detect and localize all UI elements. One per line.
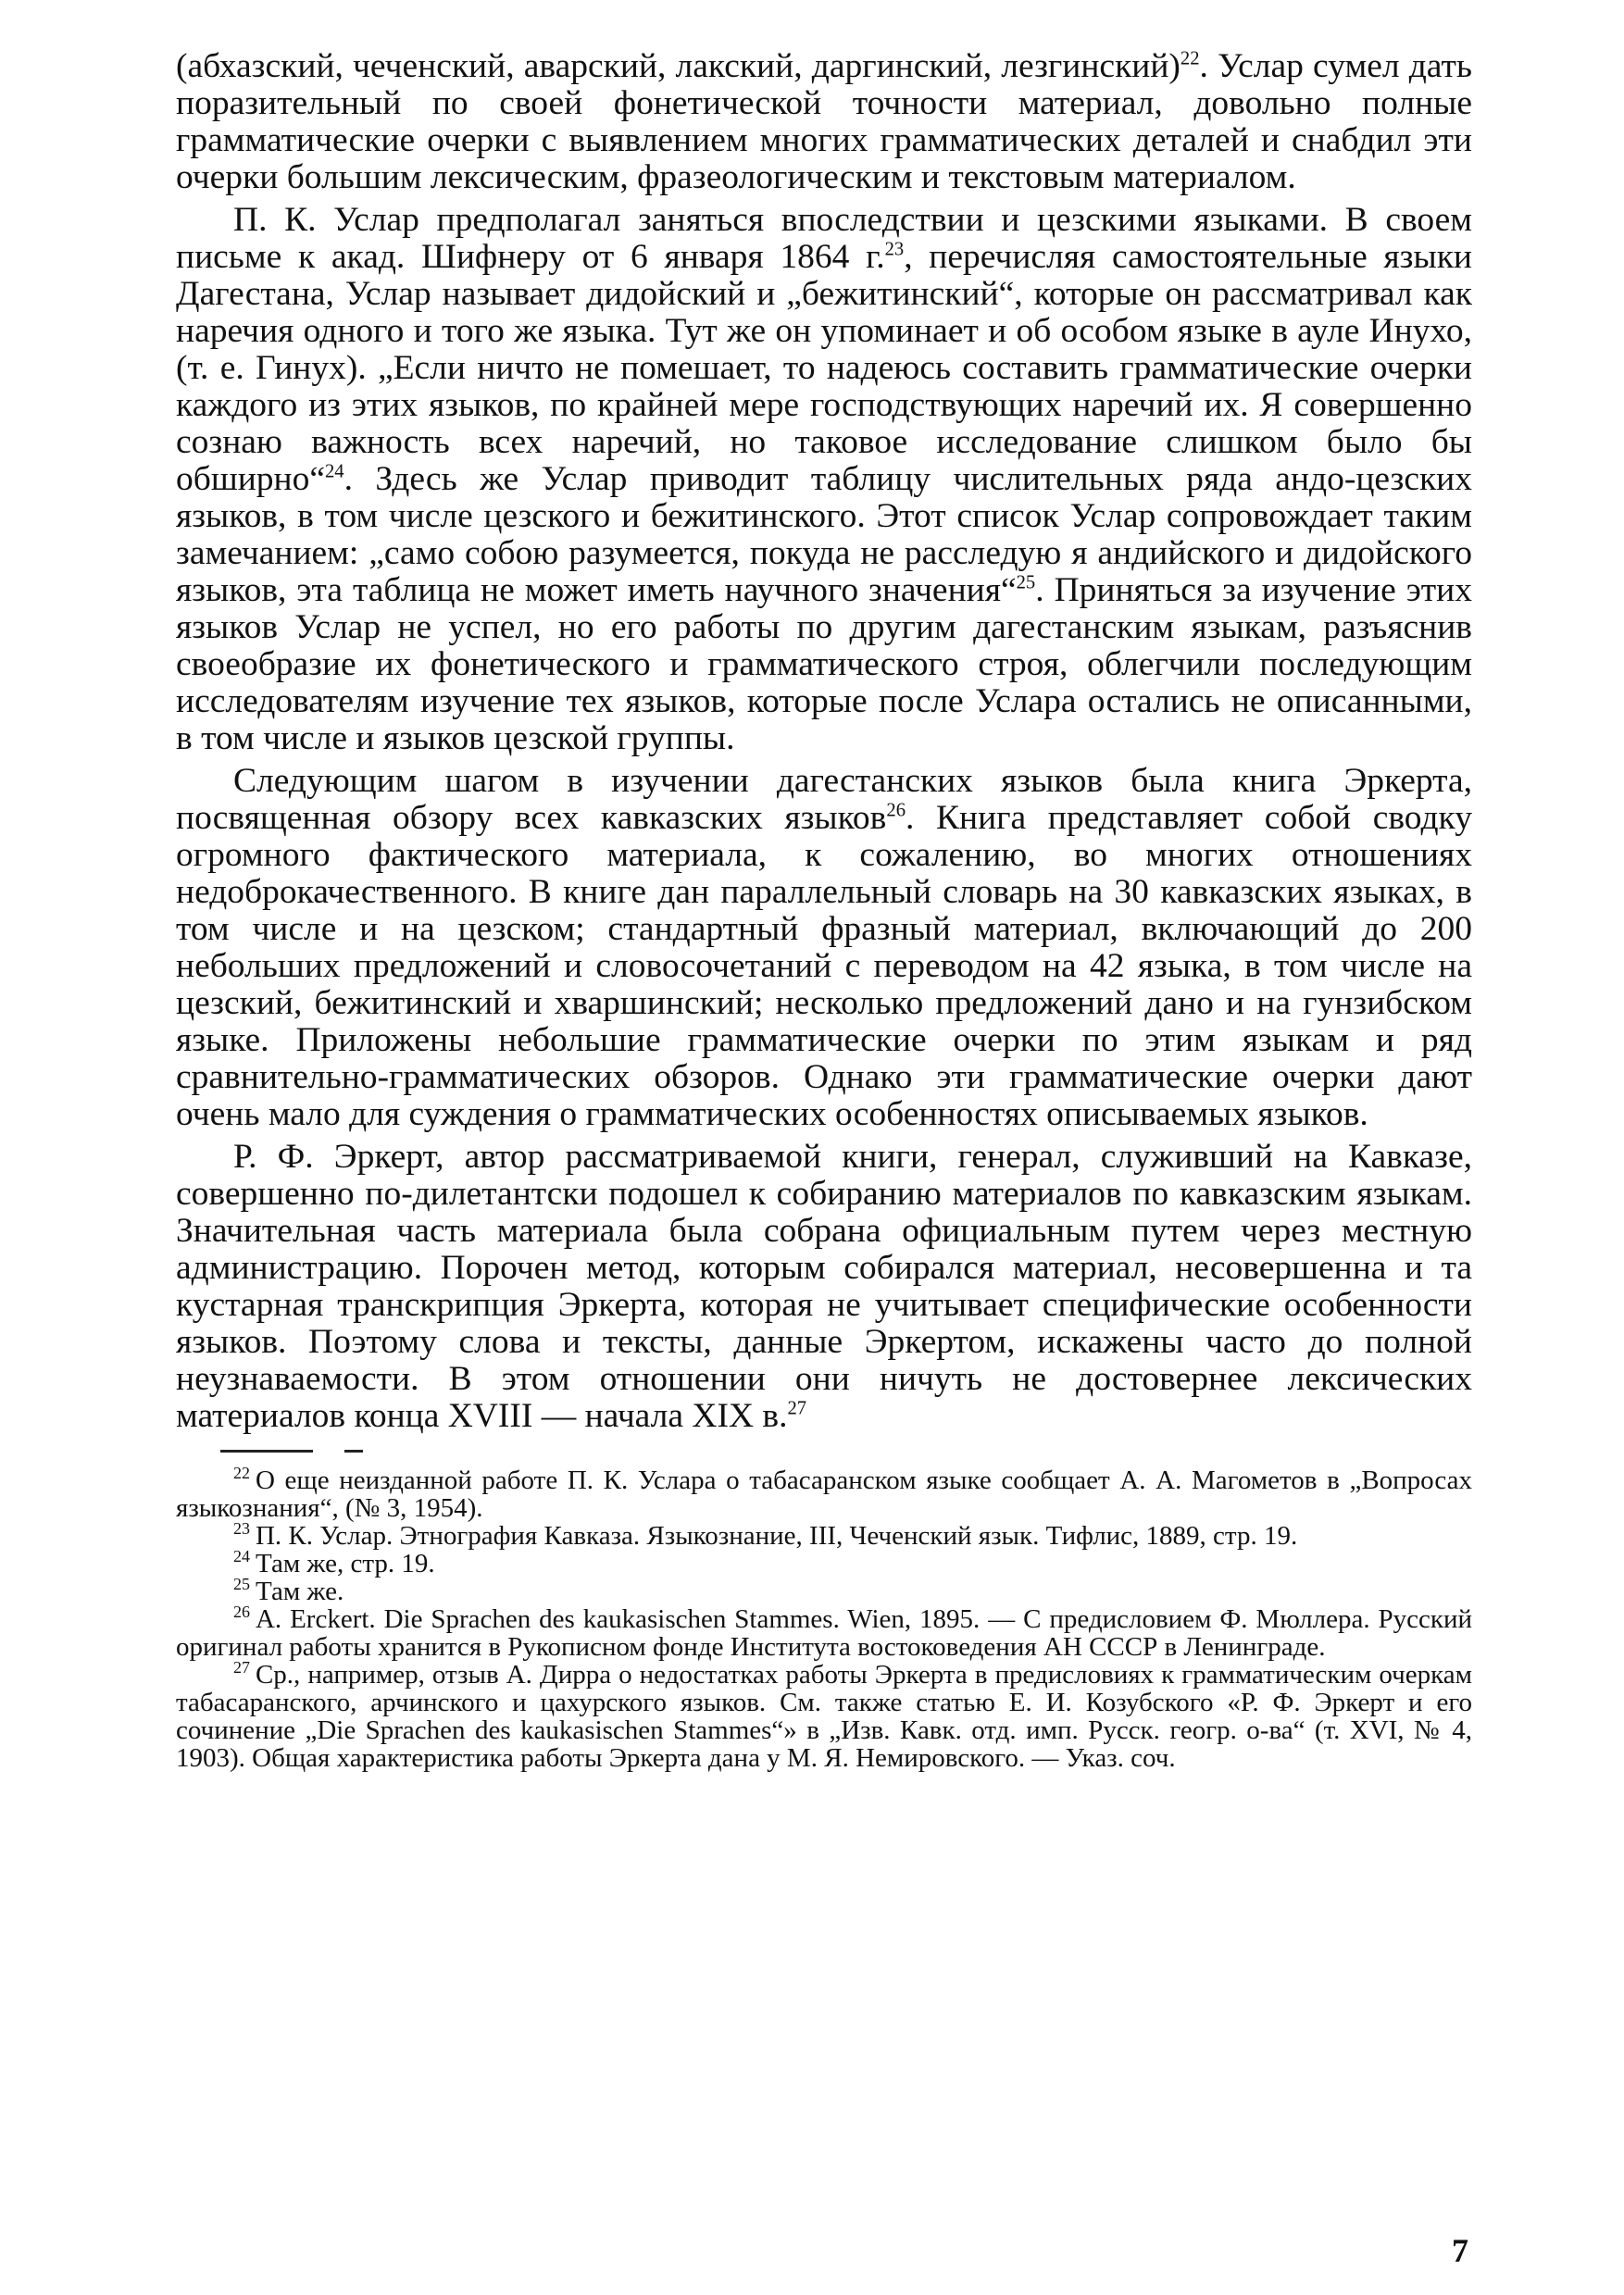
paragraph-text: Следующим шагом в изучении дагестанских языков была книга Эркерта, посвященная обзору всех кавказских языков: [176, 762, 1472, 837]
paragraph: [176, 48, 1472, 196]
footnote-ref: 27: [787, 1398, 807, 1419]
paragraph: [176, 763, 1472, 1133]
footnote: [176, 1519, 1472, 1551]
footnote: [176, 1466, 1472, 1522]
footnote-number: 24: [233, 1547, 250, 1566]
footnotes: [176, 1466, 1472, 1772]
paragraph-text: , перечисляя самостоятельные языки Дагестана, Услар называет дидойский и „бежитинский“, которые он рассматривал как наречия одного и того же языка. Тут же он упоминает и об особом языке в ауле Инухо, (т. е. Гинух). „Если ничто не помешает, то надеюсь составить грамматические очерки каждого из этих языков, по крайней мере господствующих наречий их. Я совершенно сознаю важность всех наречий, но таковое исследование слишком было бы обширно“: [176, 238, 1472, 498]
footnote-ref: 23: [884, 239, 905, 260]
footnote: [176, 1575, 1472, 1606]
footnote-ref: 24: [325, 461, 344, 482]
footnote-separator-tail: [344, 1450, 363, 1453]
footnote: [176, 1547, 1472, 1578]
footnote-number: 23: [233, 1519, 250, 1539]
footnote-ref: 22: [1180, 48, 1200, 69]
paragraph-text: Р. Ф. Эркерт, автор рассматриваемой книги, генерал, служивший на Кавказе, совершенно по-дилетантски подошел к собиранию материалов по кавказским языкам. Значительная часть материала была собрана официальным путем через местную администрацию. Порочен метод, которым собирался материал, несовершенна и та кустарная транскрипция Эркерта, которая не учитывает специфические особенности языков. Поэтому слова и тексты, данные Эркертом, искажены часто до полной неузнаваемости. В этом отношении они ничуть не достовернее лексических материалов конца XVIII — начала XIX в.: [176, 1138, 1472, 1435]
paragraph: [176, 202, 1472, 757]
page-number: 7: [1452, 2232, 1468, 2269]
footnote: [176, 1605, 1472, 1661]
paragraph-text: . Здесь же Услар приводит таблицу числительных ряда андо-цезских языков, в том числе цезского и бежитинского. Этот список Услар сопровождает таким замечанием: „само собою разумеется, покуда не расследую я андийского и дидойского языков, эта таблица не может иметь научного значения“: [176, 460, 1472, 609]
footnote-text: Там же, стр. 19.: [255, 1549, 435, 1578]
paragraph-text: . Услар сумел дать поразительный по своей фонетической точности материал, довольно полные грамматические очерки с выявлением многих грамматических деталей и снабдил эти очерки большим лексическим, фразеологическим и текстовым материалом.: [176, 47, 1472, 196]
footnote-number: 25: [233, 1575, 250, 1594]
paragraph: [176, 1139, 1472, 1435]
body-text: [176, 48, 1472, 1435]
footnote-separator: [220, 1450, 313, 1453]
footnote-text: О еще неизданной работе П. К. Услара о табасаранском языке сообщает А. А. Магометов в „Вопросах языкознания“, (№ 3, 1954).: [176, 1466, 1472, 1523]
footnote: [176, 1658, 1472, 1773]
footnote-ref: 26: [886, 800, 906, 821]
footnote-ref: 25: [1016, 572, 1036, 593]
paragraph-text: . Книга представляет собой сводку огромного фактического материала, к сожалению, во многих отношениях недоброкачественного. В книге дан параллельный словарь на 30 кавказских языках, в том числе и на цезском; стандартный фразный материал, включающий до 200 небольших предложений и словосочетаний с переводом на 42 языка, в том числе на цезский, бежитинский и хваршинский; несколько предложений дано и на гунзибском языке. Приложены небольшие грамматические очерки по этим языкам и ряд сравнительно-грамматических обзоров. Однако эти грамматические очерки дают очень мало для суждения о грамматических особенностях описываемых языков.: [176, 799, 1472, 1133]
paragraph-text: (абхазский, чеченский, аварский, лакский, даргинский, лезгинский): [176, 47, 1181, 85]
paragraph-text: . Приняться за изучение этих языков Услар не успел, но его работы по другим дагестанским языкам, разъяснив своеобразие их фонетического и грамматического строя, облегчили последующим исследователям изучение тех языков, которые после Услара остались не описанными, в том числе и языков цезской группы.: [176, 571, 1472, 757]
footnote-number: 26: [233, 1603, 250, 1622]
footnote-text: Там же.: [255, 1577, 344, 1606]
footnote-number: 27: [233, 1658, 250, 1678]
footnote-number: 22: [233, 1464, 250, 1483]
footnote-text: П. К. Услар. Этнография Кавказа. Языкознание, III, Чеченский язык. Тифлис, 1889, стр. 19.: [255, 1521, 1298, 1551]
footnote-text: Ср., например, отзыв А. Дирра о недостатках работы Эркерта в предисловиях к грамматическим очеркам табасаранского, арчинского и цахурского языков. См. также статью Е. И. Козубского «Р. Ф. Эркерт и его сочинение „Die Sprachen des kaukasischen Stammes“» в „Изв. Кавк. отд. имп. Русск. геогр. о-ва“ (т. XVI, № 4, 1903). Общая характеристика работы Эркерта дана у М. Я. Немировского. — Указ. соч.: [176, 1660, 1472, 1773]
footnote-text: A. Erckert. Die Sprachen des kaukasischen Stammes. Wien, 1895. — С предисловием Ф. Мюллера. Русский оригинал работы хранится в Рукописном фонде Института востоковедения АН СССР в Ленинграде.: [176, 1604, 1472, 1662]
paragraph-text: П. К. Услар предполагал заняться впоследствии и цезскими языками. В своем письме к акад. Шифнеру от 6 января 1864 г.: [176, 201, 1472, 276]
